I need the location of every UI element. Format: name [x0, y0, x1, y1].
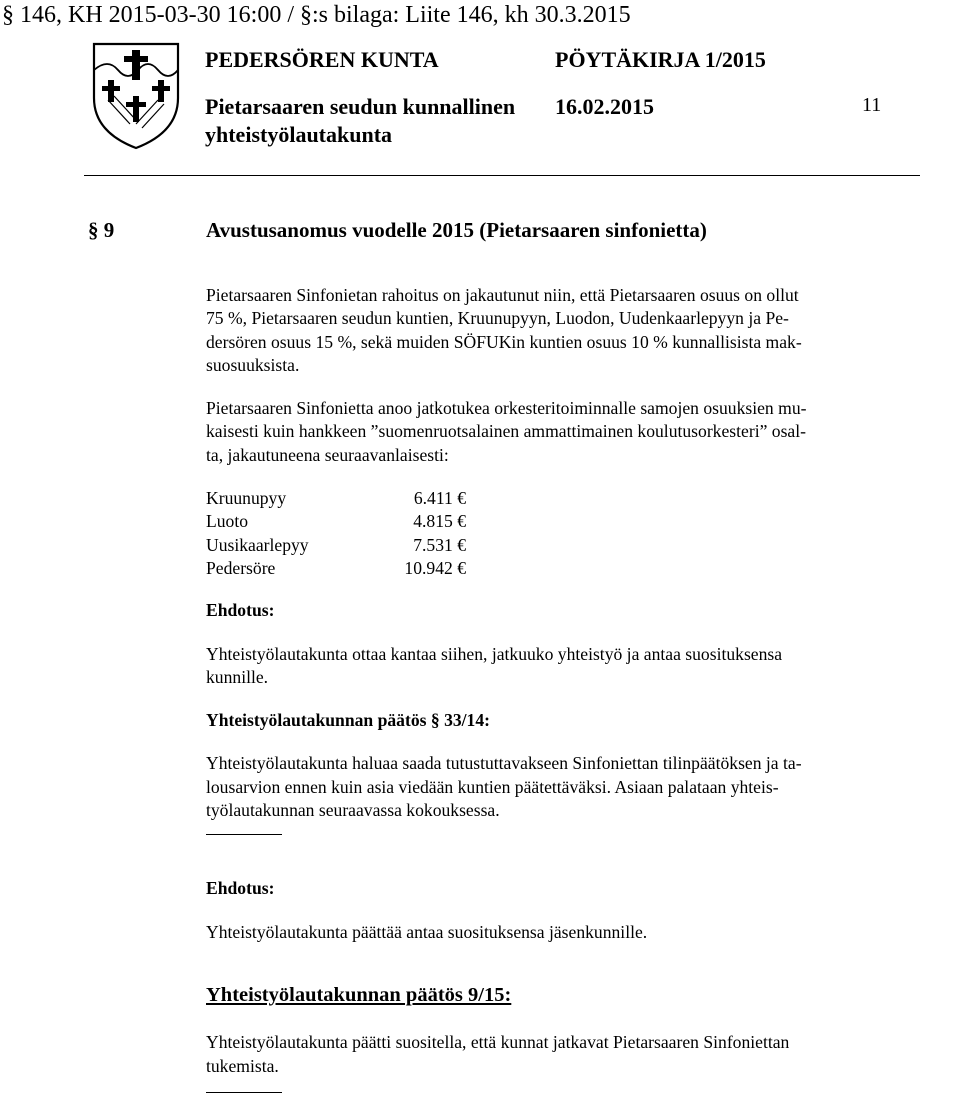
amount-value: 6.411 € — [413, 488, 466, 509]
text-line: kunnille. — [206, 666, 269, 687]
funding-paragraph — [206, 284, 870, 377]
text-line: Pietarsaaren Sinfonietta anoo jatkotukea orkesteritoiminnalle samojen osuuksien mu- — [206, 398, 807, 419]
proposal-heading: Ehdotus: — [206, 600, 275, 621]
header-divider — [84, 175, 920, 176]
amount-row — [206, 534, 870, 557]
municipality-name: PEDERSÖREN KUNTA — [205, 47, 439, 72]
application-paragraph — [206, 397, 870, 467]
proposal-heading: Ehdotus: — [206, 878, 275, 899]
separator-line — [206, 834, 282, 835]
committee-name-line1: Pietarsaaren seudun kunnallinen — [205, 94, 516, 119]
document-reference: § 146, KH 2015-03-30 16:00 / §:s bilaga: Liite 146, kh 30.3.2015 — [2, 2, 631, 28]
section-title: Avustusanomus vuodelle 2015 (Pietarsaaren sinfonietta) — [206, 218, 707, 242]
text-line: ta, jakautuneena seuraavanlaisesti: — [206, 444, 449, 465]
amount-row — [206, 557, 870, 580]
text-line: lousarvion ennen kuin asia viedään kuntien päätettäväksi. Asiaan palataan yhteis- — [206, 776, 779, 797]
section-number: § 9 — [88, 218, 115, 242]
decision-heading: Yhteistyölautakunnan päätös 9/15: — [206, 983, 512, 1006]
text-line: Yhteistyölautakunta päättää antaa suosituksensa jäsenkunnille. — [206, 921, 648, 942]
municipal-coat-of-arms-icon — [88, 40, 184, 152]
meeting-date: 16.02.2015 — [555, 94, 654, 119]
amount-list — [206, 487, 870, 580]
text-line: Yhteistyölautakunta haluaa saada tutustuttavakseen Sinfoniettan tilinpäätöksen ja ta- — [206, 753, 802, 774]
text-line: dersören osuus 15 %, sekä muiden SÖFUKin kuntien osuus 10 % kunnallisista mak- — [206, 331, 802, 352]
text-line: Yhteistyölautakunta päätti suositella, että kunnat jatkavat Pietarsaaren Sinfoniettan — [206, 1032, 790, 1053]
text-line: Pietarsaaren Sinfonietan rahoitus on jakautunut niin, että Pietarsaaren osuus on ollut — [206, 285, 799, 305]
amount-value: 7.531 € — [413, 534, 466, 555]
text-line: tukemista. — [206, 1055, 279, 1076]
amount-municipality: Luoto — [206, 511, 249, 532]
proposal-paragraph — [206, 921, 870, 944]
amount-value: 4.815 € — [413, 511, 466, 532]
text-line: suosuuksista. — [206, 354, 300, 375]
committee-name-line2: yhteistyölautakunta — [205, 122, 393, 147]
text-line: 75 %, Pietarsaaren seudun kuntien, Kruunupyyn, Luodon, Uudenkaarlepyyn ja Pe- — [206, 308, 789, 329]
proposal-paragraph — [206, 643, 870, 690]
amount-municipality: Uusikaarlepyy — [206, 534, 309, 555]
amount-municipality: Pedersöre — [206, 557, 276, 578]
amount-row — [206, 487, 870, 510]
separator-line — [206, 1092, 282, 1093]
decision-paragraph — [206, 1031, 870, 1078]
text-line: Yhteistyölautakunta ottaa kantaa siihen, jatkuuko yhteistyö ja antaa suosituksensa — [206, 643, 783, 664]
amount-municipality: Kruunupyy — [206, 488, 287, 509]
amount-row — [206, 510, 870, 533]
amount-value: 10.942 € — [404, 557, 466, 578]
page-number: 11 — [862, 94, 882, 116]
decision-paragraph — [206, 752, 870, 822]
text-line: työlautakunnan seuraavassa kokouksessa. — [206, 800, 500, 821]
decision-heading: Yhteistyölautakunnan päätös § 33/14: — [206, 710, 490, 731]
minutes-body — [206, 284, 870, 1093]
text-line: kaisesti kuin hankkeen ”suomenruotsalainen ammattimainen koulutusorkesteri” osal- — [206, 421, 806, 442]
document-type: PÖYTÄKIRJA 1/2015 — [555, 47, 766, 72]
